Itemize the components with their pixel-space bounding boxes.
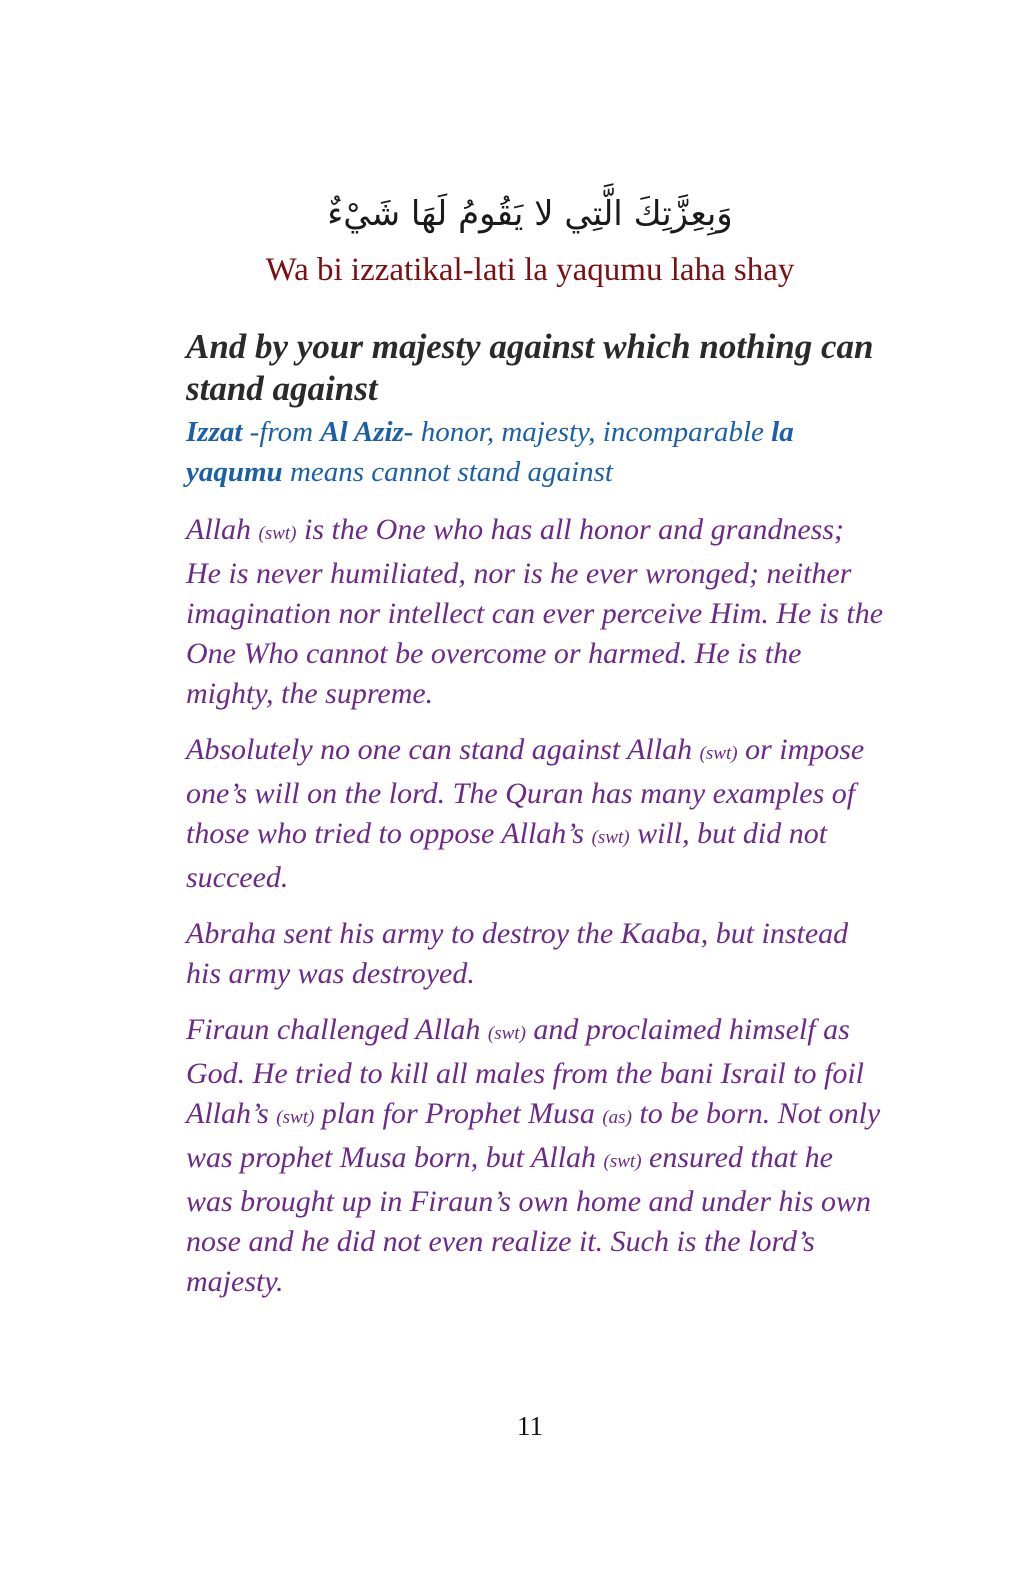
swt-honorific: (swt): [591, 827, 630, 848]
page-number: 11: [517, 1411, 543, 1441]
paragraph-text: to be born. Not only was prophet Musa born, but Allah: [186, 1097, 881, 1174]
gloss-text: -from: [242, 416, 321, 448]
paragraph-no-one-can-stand: [186, 730, 886, 898]
verse-transliteration: Wa bi izzatikal-lati la yaqumu laha shay: [265, 252, 795, 288]
as-honorific: (as): [602, 1107, 632, 1128]
arabic-verse: وَبِعِزَّتِكَ الَّتِي لا يَقُومُ لَهَا شَيْءٌ: [327, 194, 733, 234]
paragraph-abraha: Abraha sent his army to destroy the Kaaba, but instead his army was destroyed.: [186, 917, 849, 990]
paragraph-text: Firaun challenged Allah: [186, 1013, 488, 1046]
word-gloss: [186, 412, 886, 492]
gloss-text: honor, majesty, incomparable: [413, 416, 772, 448]
paragraph-honor: [186, 510, 886, 714]
swt-honorific: (swt): [699, 743, 738, 764]
paragraph-text: Allah: [186, 513, 259, 546]
paragraph-text: Absolutely no one can stand against Allah: [186, 733, 700, 766]
gloss-term-la-yaqumu: la yaqumu: [186, 416, 794, 488]
swt-honorific: (swt): [487, 1023, 526, 1044]
paragraph-text: and proclaimed himself as God. He tried to kill all males from the bani Israil to foil Allah’s: [186, 1013, 865, 1130]
gloss-term-izzat: Izzat: [186, 416, 243, 448]
main-content: [186, 326, 886, 1302]
paragraph-text: plan for Prophet Musa: [314, 1097, 603, 1130]
gloss-term-al-aziz: Al Aziz-: [320, 416, 414, 448]
swt-honorific: (swt): [258, 523, 297, 544]
paragraph-text: will, but did not succeed.: [186, 817, 828, 894]
paragraph-firaun: [186, 1010, 886, 1302]
verse-translation-heading: And by your majesty against which nothing can stand against: [186, 327, 874, 408]
paragraph-text: or impose one’s will on the lord. The Quran has many examples of those who tried to oppose Allah’s: [186, 733, 865, 850]
swt-honorific: (swt): [276, 1107, 315, 1128]
gloss-text: means cannot stand against: [282, 456, 613, 488]
swt-honorific: (swt): [603, 1151, 642, 1172]
paragraph-text: is the One who has all honor and grandness; He is never humiliated, nor is he ever wronged; neither imagination nor intellect can ever perceive Him. He is the One Who cannot be overcome or harmed. He is the mighty, the supreme.: [186, 513, 884, 710]
paragraph-text: ensured that he was brought up in Firaun’s own home and under his own nose and he did not even realize it. Such is the lord’s majesty.: [186, 1141, 872, 1298]
